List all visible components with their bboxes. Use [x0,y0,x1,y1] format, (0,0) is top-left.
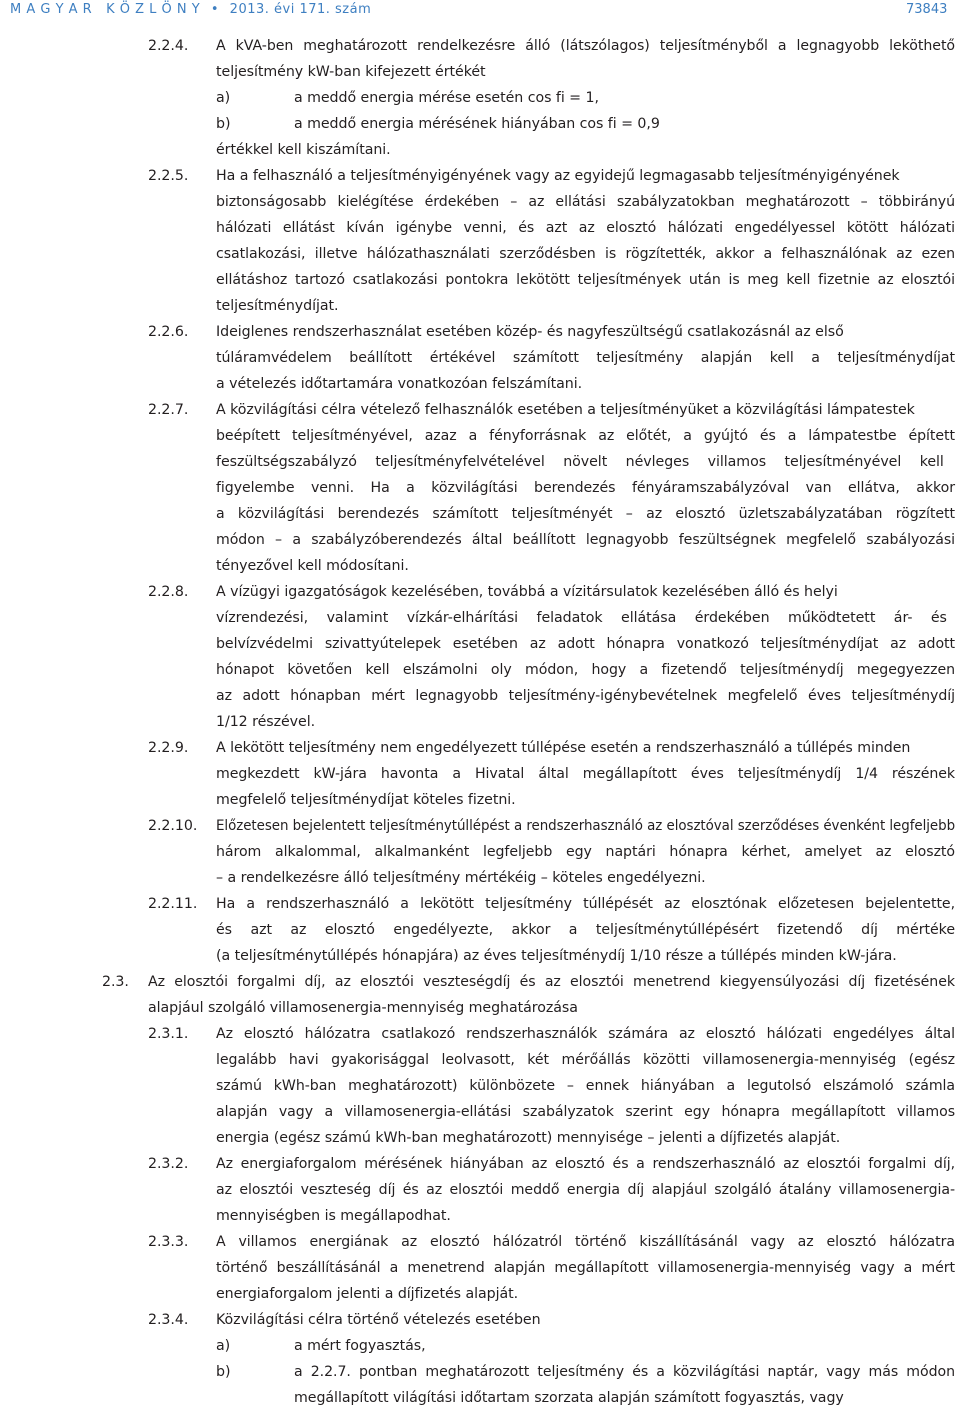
section-number: 2.2.6. [148,324,189,340]
text-line: Az energiaforgalom mérésének hiányában az elosztó és a rendszerhasználó az elosztói forgalmi díj, [216,1156,956,1172]
section-number: 2.2.4. [148,38,189,54]
text-line: belvízvédelmi szivattyútelepek esetében az adott hónapra vonatkozó teljesítménydíjat az adott [216,636,956,652]
text-line: energiaforgalom jelenti a díjfizetés alapját. [216,1286,519,1302]
section-number: 2.3.1. [148,1026,189,1042]
section-number: 2.3.3. [148,1234,189,1250]
text-line: megállapított világítási időtartam szorzata alapján számított fogyasztás, vagy [294,1390,844,1406]
section-number: 2.3. [102,974,129,990]
text-line: hálózati ellátást kíván igénybe venni, és azt az elosztó hálózati engedélyessel kötött hálózati [216,220,956,236]
section-number: 2.2.9. [148,740,189,756]
text-line: tényezővel kell módosítani. [216,558,409,574]
text-line: A közvilágítási célra vételező felhasználók esetében a teljesítményüket a közvilágítási lámpatestek [216,402,915,418]
text-line: beépített teljesítményével, azaz a fényforrásnak az előtét, a gyújtó és a lámpatestbe épített [216,428,956,444]
section-number: 2.2.8. [148,584,189,600]
text-line: alapjául szolgáló villamosenergia-mennyiség meghatározása [148,1000,578,1016]
text-line: számú kWh-ban meghatározott) különbözete – ennek hiányában a legutolsó elszámoló számla [216,1078,956,1094]
text-line: feszültségszabályzó teljesítményfelvételével növelt névleges villamos teljesítményével kell [216,454,944,470]
text-line: vízrendezési, valamint vízkár-elhárítási feladatok ellátása érdekében működtetett ár- és [216,610,947,626]
text-line: az adott hónapban mért legnagyobb teljesítmény-igénybevételnek megfelelő éves teljesítménydíj [216,688,956,704]
text-line: történő beszállításánál a menetrend alapján megállapított villamosenergia-mennyiség vagy a mért [216,1260,956,1276]
text-line: hónapot követően kell elszámolni oly módon, hogy a fizetendő teljesítménydíj megegyezzen [216,662,956,678]
text-line: Ha a rendszerhasználó a lekötött teljesítmény túllépését az elosztónak előzetesen bejelentette, [216,896,956,912]
text-line: figyelembe venni. Ha a közvilágítási berendezés fényáramszabályzóval van ellátva, akkor [216,480,956,496]
text-line: Az elosztó hálózatra csatlakozó rendszerhasználók számára az elosztó hálózati engedélyes által [216,1026,956,1042]
list-label: a) [216,90,231,106]
section-number: 2.2.7. [148,402,189,418]
text-line: legalább havi gyakorisággal leolvasott, két mérőállás közötti villamosenergia-mennyiség (egész [216,1052,956,1068]
text-line: energia (egész számú kWh-ban meghatározott) mennyisége – jelenti a díjfizetés alapját. [216,1130,841,1146]
text-line: túláramvédelem beállított értékével számított teljesítmény alapján kell a teljesítménydíjat [216,350,956,366]
list-label: b) [216,116,231,132]
journal-title: M A G Y A R K Ö Z L Ö N Y [10,2,201,17]
text-line: A vízügyi igazgatóságok kezelésében, továbbá a vízitársulatok kezelésében álló és helyi [216,584,838,600]
text-line: A villamos energiának az elosztó hálózatról történő kiszállításánál vagy az elosztó hálózatra [216,1234,956,1250]
text-line: Az elosztói forgalmi díj, az elosztói veszteségdíj és az elosztói menetrend kiegyensúlyozási díj fizetésének [148,974,956,990]
text-line: biztonságosabb kielégítése érdekében – az ellátási szabályzatokban meghatározott – többirányú [216,194,956,210]
text-line: Közvilágítási célra történő vételezés esetében [216,1312,541,1328]
text-line: Előzetesen bejelentett teljesítménytúllépést a rendszerhasználó az elosztóval szerződéses évenként legfeljebb [216,818,956,834]
text-line: alapján vagy a villamosenergia-ellátási szabályzatok szerint egy hónapra megállapított villamos [216,1104,956,1120]
section-number: 2.3.4. [148,1312,189,1328]
text-line: a közvilágítási berendezés számított teljesítményét – az elosztó üzletszabályzatában rögzített [216,506,956,522]
text-line: értékkel kell kiszámítani. [216,142,391,158]
text-line: teljesítménydíjat. [216,298,339,314]
text-line: Ha a felhasználó a teljesítményigényének vagy az egyidejű legmagasabb teljesítményigényének [216,168,900,184]
text-line: a meddő energia mérése esetén cos fi = 1, [294,90,599,106]
text-line: A lekötött teljesítmény nem engedélyezett túllépése esetén a rendszerhasználó a túllépés minden [216,740,911,756]
text-line: 1/12 részével. [216,714,316,730]
text-line: a 2.2.7. pontban meghatározott teljesítmény és a közvilágítási naptár, vagy más módon [294,1364,956,1380]
text-line: három alkalommal, alkalmanként legfeljebb egy naptári hónapra kérhet, amelyet az elosztó [216,844,956,860]
issue-label: 2013. évi 171. szám [229,2,372,17]
text-line: megkezdett kW-jára havonta a Hivatal által megállapított éves teljesítménydíj 1/4 részének [216,766,956,782]
section-number: 2.2.11. [148,896,198,912]
text-line: a mért fogyasztás, [294,1338,426,1354]
list-label: a) [216,1338,231,1354]
text-line: – a rendelkezésre álló teljesítmény mértékéig – köteles engedélyezni. [216,870,706,886]
text-line: a vételezés időtartamára vonatkozóan felszámítani. [216,376,583,392]
text-line: teljesítmény kW-ban kifejezett értékét [216,64,486,80]
text-line: a meddő energia mérésének hiányában cos fi = 0,9 [294,116,660,132]
section-number: 2.3.2. [148,1156,189,1172]
list-label: b) [216,1364,231,1380]
section-number: 2.2.10. [148,818,198,834]
text-line: az elosztói veszteség díj és az elosztói meddő energia díj alapjául szolgáló átalány villamosenergia- [216,1182,956,1198]
text-line: ellátáshoz tartozó csatlakozási pontokra lekötött teljesítmények után is meg kell fizetnie az elosztói [216,272,956,288]
header-bullet: • [210,2,220,17]
text-line: módon – a szabályzóberendezés által beállított legnagyobb feszültségnek megfelelő szabályozási [216,532,956,548]
text-line: megfelelő teljesítménydíjat köteles fizetni. [216,792,516,808]
section-number: 2.2.5. [148,168,189,184]
journal-header [10,2,371,18]
text-line: Ideiglenes rendszerhasználat esetében közép- és nagyfeszültségű csatlakozásnál az első [216,324,844,340]
text-line: (a teljesítménytúllépés hónapjára) az éves teljesítménydíj 1/10 része a túllépés minden kW-jára. [216,948,897,964]
page-number: 73843 [906,2,948,17]
text-line: A kVA-ben meghatározott rendelkezésre álló (látszólagos) teljesítményből a legnagyobb leköthető [216,38,956,54]
text-line: mennyiségben is megállapodhat. [216,1208,451,1224]
text-line: és azt az elosztó engedélyezte, akkor a teljesítménytúllépésért fizetendő díj mértéke [216,922,956,938]
text-line: csatlakozási, illetve hálózathasználati szerződésben is rögzítették, akkor a felhasználónak az ezen [216,246,956,262]
